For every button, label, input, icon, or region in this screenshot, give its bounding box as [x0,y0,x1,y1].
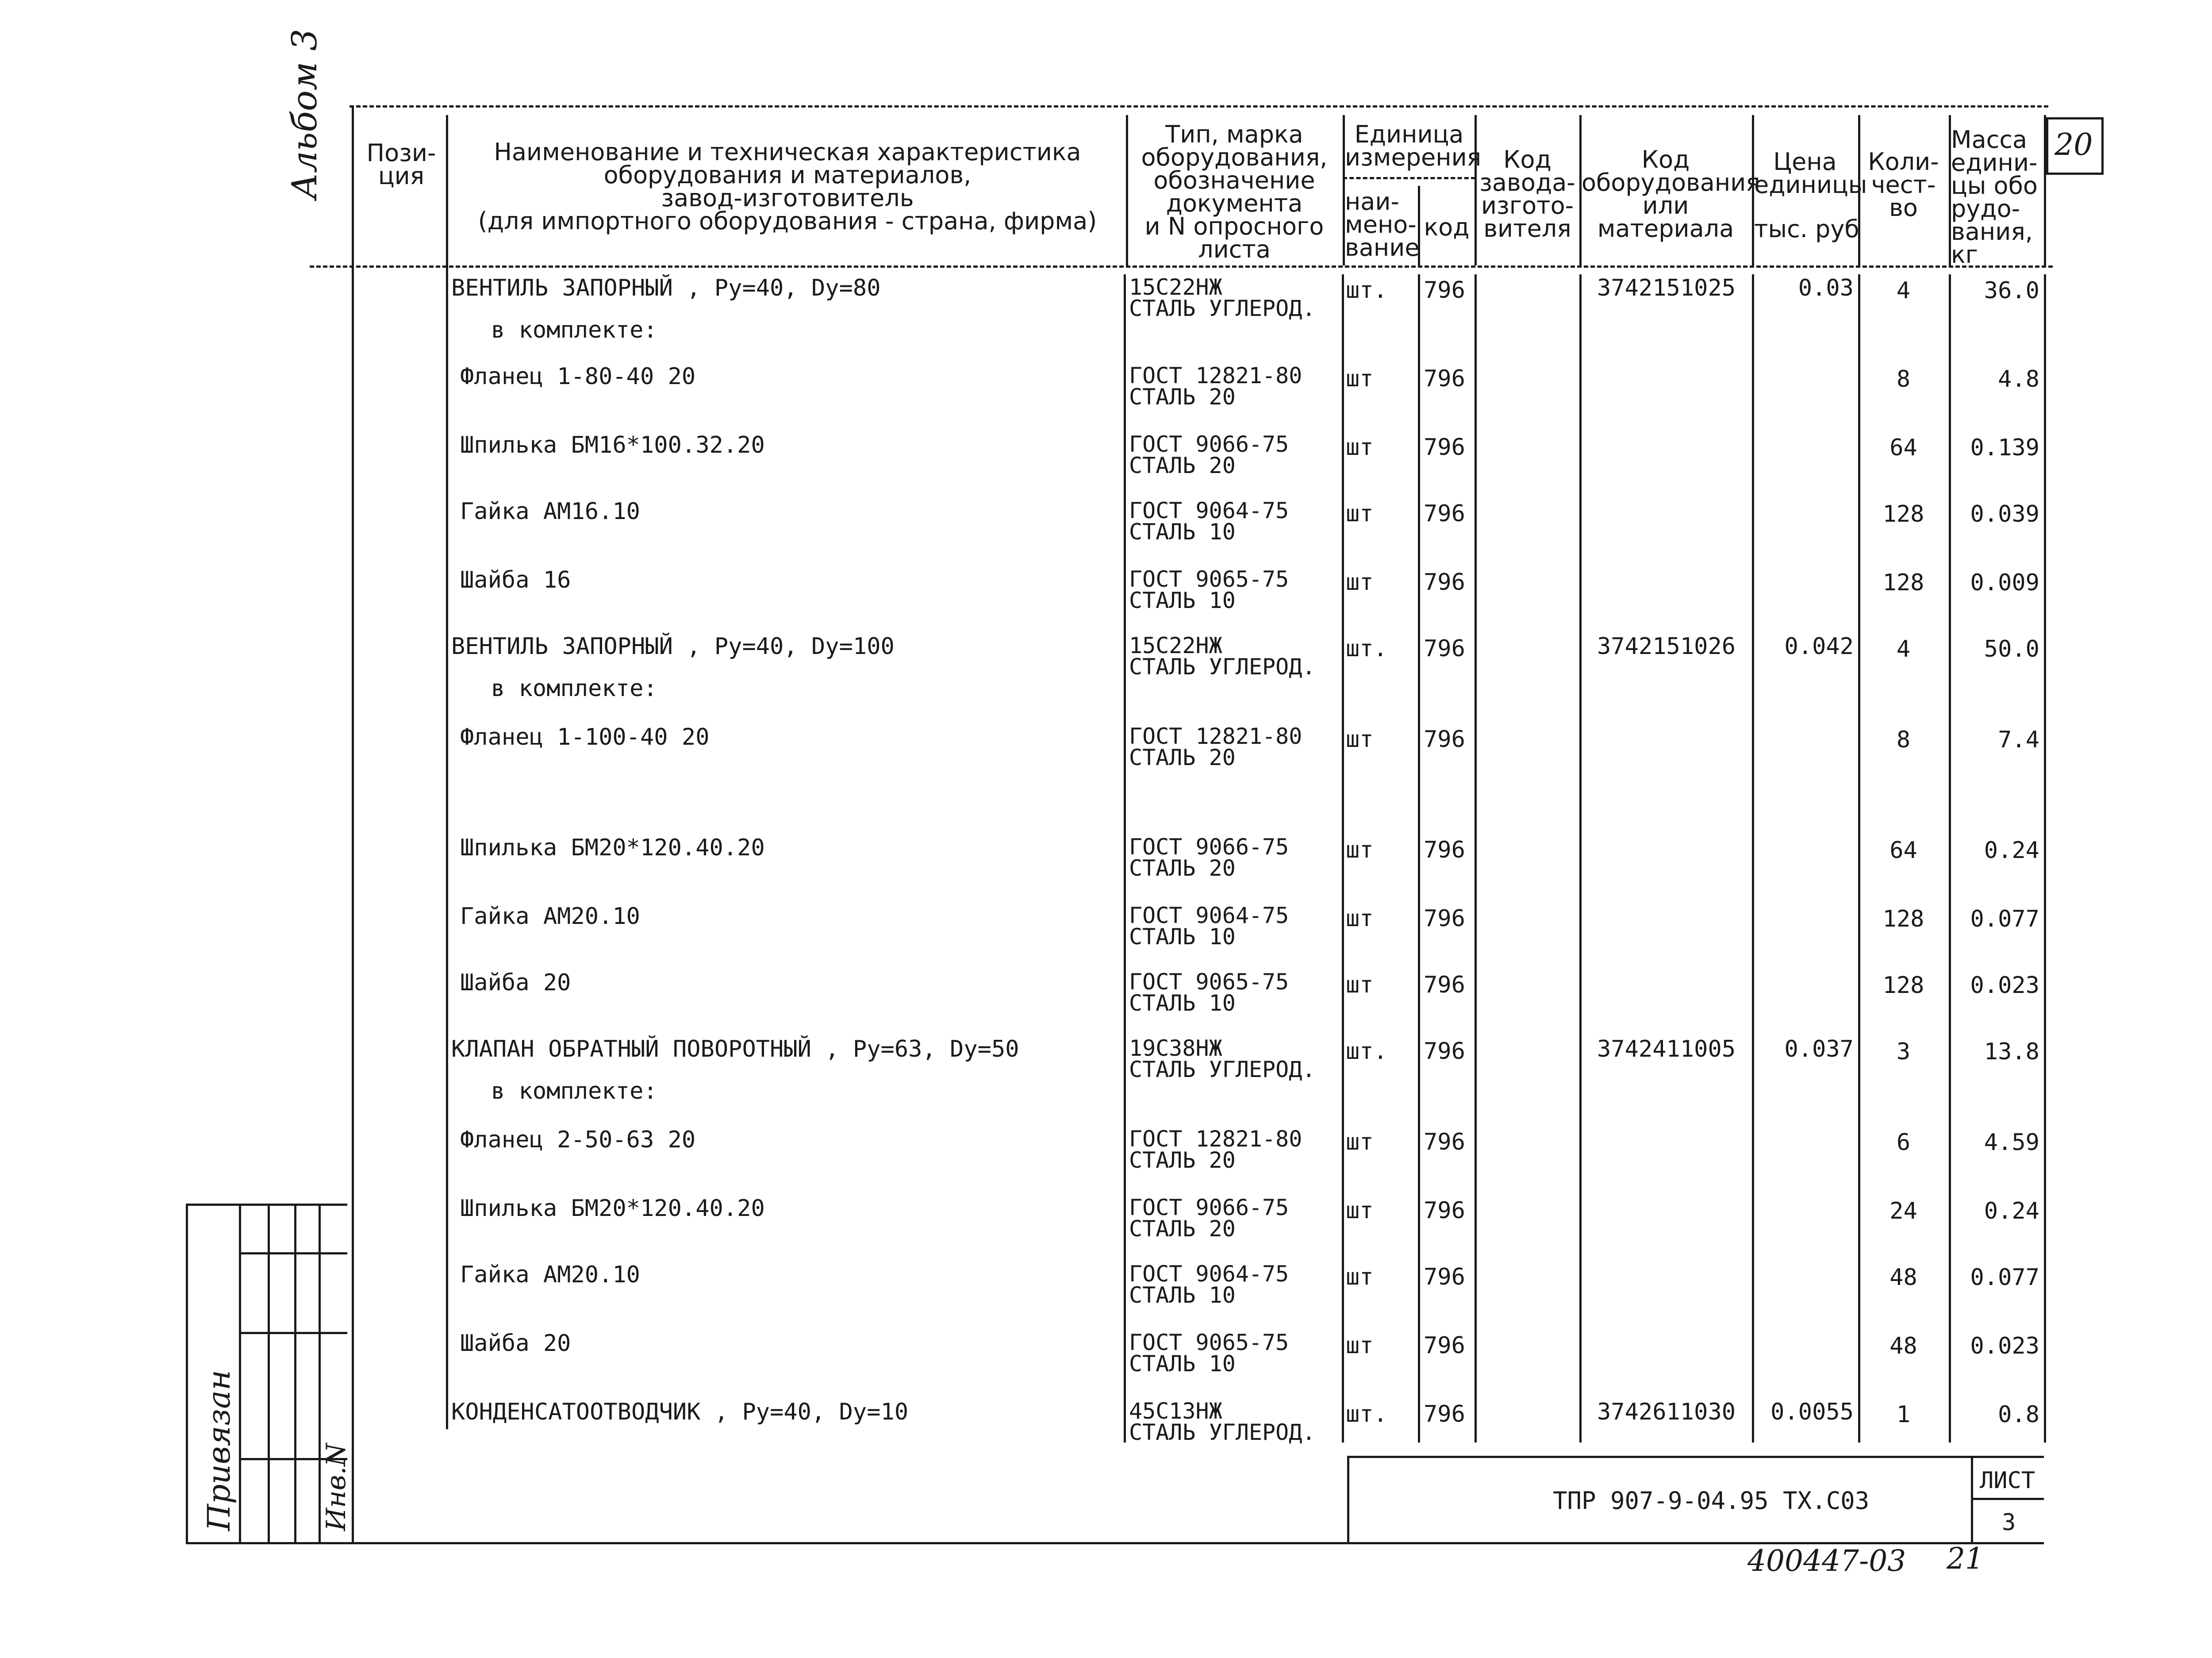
header-qty: Коли- чест- во [1868,148,1939,222]
row-type: ГОСТ 12821-80 СТАЛЬ 20 [1129,723,1302,770]
row-price: 0.0055 [1770,1399,1854,1425]
row-unit-code: 796 [1424,277,1465,304]
row-name: в комплекте: [491,675,657,702]
row-unit-code: 796 [1424,905,1465,932]
row-unit-code: 796 [1424,500,1465,527]
unit-subheader-line [1343,177,1475,179]
row-type: ГОСТ 9066-75 СТАЛЬ 20 [1129,431,1289,478]
row-unit: шт [1346,1264,1374,1290]
row-name: Шайба 20 [460,1330,571,1357]
row-type: 19С38НЖ СТАЛЬ УГЛЕРОД. [1129,1035,1316,1082]
row-mass: 36.0 [1984,277,2039,304]
side-stamp [186,1204,352,1542]
col-sep [1475,115,1477,265]
body-col-sep [446,265,448,1429]
sheet-number: 3 [2002,1509,2016,1536]
row-qty: 128 [1882,501,1924,527]
row-unit-code: 796 [1424,1401,1465,1427]
row-unit-code: 796 [1424,434,1465,461]
row-type: 45С13НЖ СТАЛЬ УГЛЕРОД. [1129,1398,1316,1445]
row-qty: 48 [1889,1333,1917,1359]
title-block [1347,1456,2044,1544]
row-unit: шт [1346,569,1374,596]
body-col-sep [1342,274,1344,1443]
row-qty: 24 [1889,1198,1917,1224]
row-qty: 64 [1889,435,1917,461]
sheet-label: ЛИСТ [1980,1467,2035,1494]
row-mass: 0.077 [1970,906,2039,932]
page-stamp-box [2046,117,2104,175]
row-mass: 7.4 [1998,727,2039,753]
row-unit: шт [1346,837,1374,863]
row-name: ВЕНТИЛЬ ЗАПОРНЫЙ , Ру=40, Dу=100 [451,633,895,660]
row-type: ГОСТ 9065-75 СТАЛЬ 10 [1129,566,1289,613]
header-unit: Единица измерения [1345,120,1482,171]
row-price: 0.03 [1798,275,1854,301]
header-type: Тип, марка оборудования, обозначение документа и N опросного листа [1141,120,1328,263]
row-unit: шт [1346,1197,1374,1224]
body-col-sep [1752,274,1754,1443]
row-type: ГОСТ 9064-75 СТАЛЬ 10 [1129,903,1289,950]
row-qty: 8 [1896,727,1911,753]
row-qty: 4 [1896,277,1911,304]
row-qty: 4 [1896,636,1911,662]
row-name: Гайка АМ16.10 [460,498,640,525]
row-name: ВЕНТИЛЬ ЗАПОРНЫЙ , Ру=40, Dу=80 [451,275,881,301]
row-unit-code: 796 [1424,569,1465,596]
row-unit: шт. [1346,277,1387,304]
body-col-sep [1475,274,1477,1443]
row-name: в комплекте: [491,317,657,343]
row-qty: 3 [1896,1039,1911,1065]
left-frame-line [352,106,354,1542]
doc-code: ТПР 907-9-04.95 ТХ.С03 [1553,1487,1870,1515]
row-unit: шт. [1346,635,1387,662]
row-equip-code: 3742411005 [1597,1036,1736,1062]
row-name: Шпилька БМ20*120.40.20 [460,1195,765,1222]
row-type: 15С22НЖ СТАЛЬ УГЛЕРОД. [1129,274,1316,321]
album-label: Альбом 3 [285,29,325,199]
row-name: Фланец 1-80-40 20 [460,363,696,390]
row-equip-code: 3742151025 [1597,275,1736,301]
row-name: Фланец 1-100-40 20 [460,724,710,750]
row-name: в комплекте: [491,1078,657,1104]
row-qty: 8 [1896,366,1911,392]
row-type: ГОСТ 9065-75 СТАЛЬ 10 [1129,969,1289,1016]
row-type: ГОСТ 9066-75 СТАЛЬ 20 [1129,834,1289,881]
body-col-sep [1124,274,1126,1443]
body-col-sep [1579,274,1582,1443]
row-equip-code: 3742151026 [1597,633,1736,660]
row-type: ГОСТ 9064-75 СТАЛЬ 10 [1129,1261,1289,1308]
header-name: Наименование и техническая характеристика оборудования и материалов, завод-изготовитель (для импортного оборудования - страна, фирма) [478,138,1097,235]
row-mass: 0.24 [1984,1198,2039,1224]
row-mass: 0.039 [1970,501,2039,527]
row-equip-code: 3742611030 [1597,1399,1736,1425]
row-mass: 0.023 [1970,972,2039,999]
row-unit-code: 796 [1424,635,1465,662]
row-mass: 0.24 [1984,837,2039,864]
row-unit: шт. [1346,1038,1387,1065]
row-mass: 0.139 [1970,435,2039,461]
row-unit-code: 796 [1424,837,1465,863]
row-mass: 0.023 [1970,1333,2039,1359]
row-mass: 13.8 [1984,1039,2039,1065]
row-name: Гайка АМ20.10 [460,903,640,930]
row-mass: 4.59 [1984,1129,2039,1156]
row-unit: шт [1346,972,1374,998]
header-mass: Масса едини- цы обо рудо- вания, кг [1951,126,2038,269]
row-unit: шт [1346,726,1374,753]
row-unit-code: 796 [1424,1038,1465,1065]
header-maker-code: Код завода- изгото- вителя [1479,146,1575,242]
row-type: 15С22НЖ СТАЛЬ УГЛЕРОД. [1129,633,1316,680]
row-unit-code: 796 [1424,1129,1465,1155]
row-type: ГОСТ 9066-75 СТАЛЬ 20 [1129,1195,1289,1242]
top-dashed-border [349,105,2048,108]
row-unit: шт [1346,500,1374,527]
footer-handwritten-code: 400447-03 [1747,1544,1906,1578]
row-unit: шт [1346,1129,1374,1155]
row-name: Фланец 2-50-63 20 [460,1127,696,1153]
row-mass: 0.077 [1970,1264,2039,1291]
header-unit-code: код [1424,213,1470,241]
row-qty: 128 [1882,972,1924,999]
row-unit-code: 796 [1424,972,1465,998]
header-unit-name: наи- мено- вание [1345,188,1420,262]
row-unit: шт [1346,365,1374,392]
row-unit-code: 796 [1424,1197,1465,1224]
body-col-sep [1418,274,1420,1443]
row-unit: шт [1346,1332,1374,1359]
col-sep [446,115,448,265]
row-type: ГОСТ 12821-80 СТАЛЬ 20 [1129,1126,1302,1173]
row-type: ГОСТ 9064-75 СТАЛЬ 10 [1129,498,1289,545]
body-col-sep [2044,274,2046,1443]
row-qty: 64 [1889,837,1917,864]
header-bottom-border [310,265,2053,268]
row-mass: 0.8 [1998,1401,2039,1428]
footer-page-number: 21 [1947,1542,1984,1576]
row-price: 0.042 [1784,633,1854,660]
row-name: Шайба 20 [460,969,571,996]
row-mass: 0.009 [1970,569,2039,596]
row-mass: 50.0 [1984,636,2039,662]
page-stamp: 20 [2055,127,2093,162]
row-name: Шпилька БМ20*120.40.20 [460,835,765,861]
header-position: Пози- ция [366,139,436,190]
row-name: КОНДЕНСАТООТВОДЧИК , Ру=40, Dу=10 [451,1399,909,1425]
row-qty: 128 [1882,906,1924,932]
body-col-sep [1858,274,1860,1443]
row-qty: 1 [1896,1401,1911,1428]
header-price-unit: тыс. руб [1754,215,1859,243]
row-mass: 4.8 [1998,366,2039,392]
row-name: Шпилька БМ16*100.32.20 [460,432,765,458]
header-equip-code: Код оборудования или материала [1582,146,1760,242]
row-qty: 48 [1889,1264,1917,1291]
row-type: ГОСТ 9065-75 СТАЛЬ 10 [1129,1330,1289,1377]
row-unit-code: 796 [1424,1332,1465,1359]
row-name: Гайка АМ20.10 [460,1262,640,1288]
row-name: КЛАПАН ОБРАТНЫЙ ПОВОРОТНЫЙ , Ру=63, Dу=50 [451,1036,1019,1062]
header-price: Цена единицы [1754,148,1867,199]
row-type: ГОСТ 12821-80 СТАЛЬ 20 [1129,363,1302,410]
row-price: 0.037 [1784,1036,1854,1062]
row-unit: шт. [1346,1401,1387,1427]
row-unit-code: 796 [1424,365,1465,392]
stamp-inv: Инв.N [321,1443,352,1531]
row-unit: шт [1346,434,1374,461]
row-qty: 128 [1882,569,1924,596]
stamp-linked: Привязан [201,1369,237,1531]
row-unit: шт [1346,905,1374,932]
row-unit-code: 796 [1424,1264,1465,1290]
row-qty: 6 [1896,1129,1911,1156]
row-name: Шайба 16 [460,567,571,593]
row-unit-code: 796 [1424,726,1465,753]
